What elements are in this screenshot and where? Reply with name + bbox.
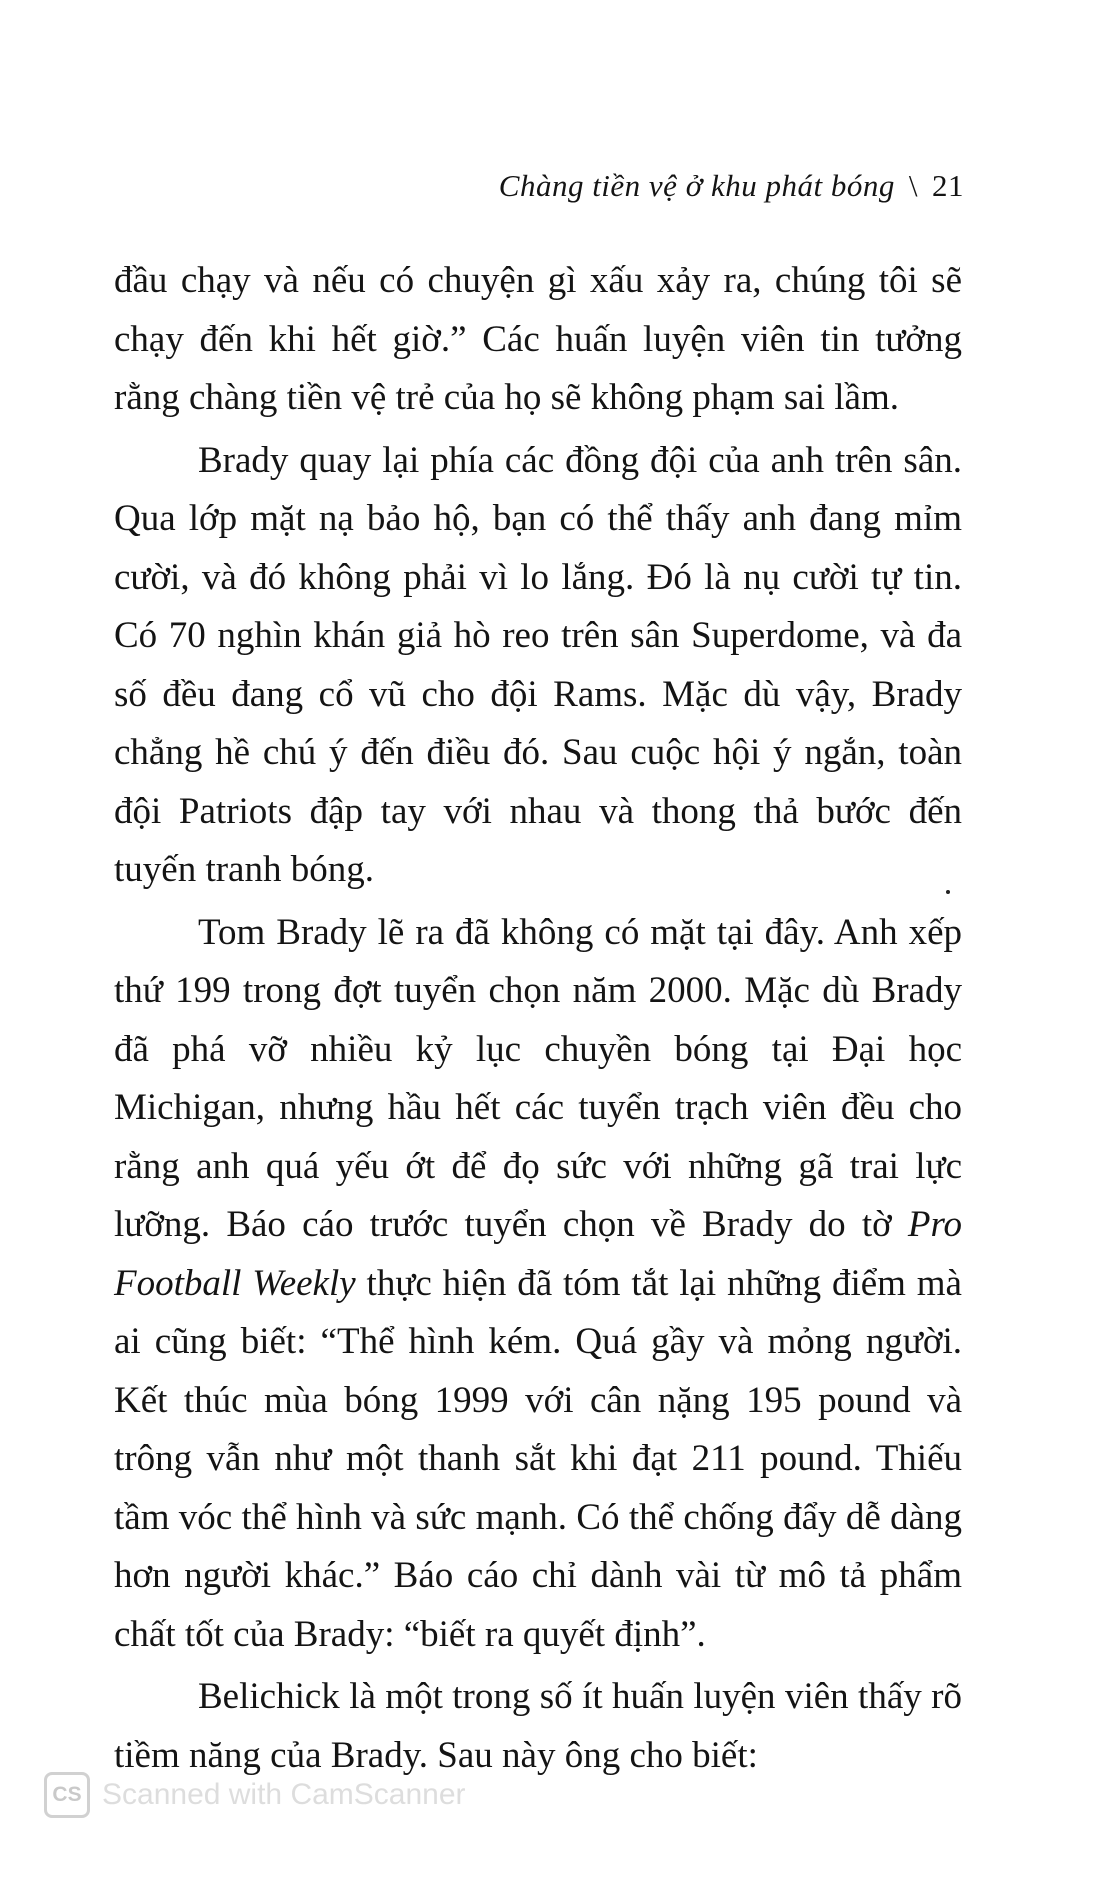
paragraph-3-part-2: thực hiện đã tóm tắt lại những điểm mà ai cũng biết: “Thể hình kém. Quá gầy và mỏng người. Kết thúc mùa bóng 1999 với cân nặng 195 pound và trông vẫn như một thanh sắt khi đạt 211 pound. Thiếu tầm vóc thể hình và sức mạnh. Có thể chống đẩy dễ dàng hơn người khác.” Báo cáo chỉ dành vài từ mô tả phẩm chất tốt của Brady: “biết ra quyết định”.	[114, 1262, 962, 1655]
scan-speck	[946, 890, 950, 894]
paragraph-3	[114, 904, 962, 1665]
paragraph-4: Belichick là một trong số ít huấn luyện viên thấy rõ tiềm năng của Brady. Sau này ông cho biết:	[114, 1676, 962, 1776]
body-text	[114, 252, 962, 1785]
page-number: 21	[932, 168, 964, 203]
chapter-title: Chàng tiền vệ ở khu phát bóng	[498, 168, 895, 203]
camscanner-logo-icon: CS	[44, 1772, 90, 1818]
scanner-watermark	[44, 1772, 466, 1818]
running-head	[499, 168, 964, 204]
header-separator: \	[908, 168, 918, 203]
watermark-text: Scanned with CamScanner	[102, 1778, 466, 1811]
paragraph-3-part-1: Tom Brady lẽ ra đã không có mặt tại đây. Anh xếp thứ 199 trong đợt tuyển chọn năm 2000. Mặc dù Brady đã phá vỡ nhiều kỷ lục chuyền bóng tại Đại học Michigan, nhưng hầu hết các tuyển trạch viên đều cho rằng anh quá yếu ớt để đọ sức với những gã trai lực lưỡng. Báo cáo trước tuyển chọn về Brady do tờ	[114, 911, 962, 1245]
paragraph-2: Brady quay lại phía các đồng đội của anh trên sân. Qua lớp mặt nạ bảo hộ, bạn có thể thấy anh đang mỉm cười, và đó không phải vì lo lắng. Đó là nụ cười tự tin. Có 70 nghìn khán giả hò reo trên sân Superdome, và đa số đều đang cổ vũ cho đội Rams. Mặc dù vậy, Brady chẳng hề chú ý đến điều đó. Sau cuộc hội ý ngắn, toàn đội Patriots đập tay với nhau và thong thả bước đến tuyến tranh bóng.	[114, 439, 962, 890]
publication-title: Pro Football Weekly	[114, 1204, 962, 1304]
paragraph-1: đầu chạy và nếu có chuyện gì xấu xảy ra, chúng tôi sẽ chạy đến khi hết giờ.” Các huấn luyện viên tin tưởng rằng chàng tiền vệ trẻ của họ sẽ không phạm sai lầm.	[114, 260, 962, 418]
